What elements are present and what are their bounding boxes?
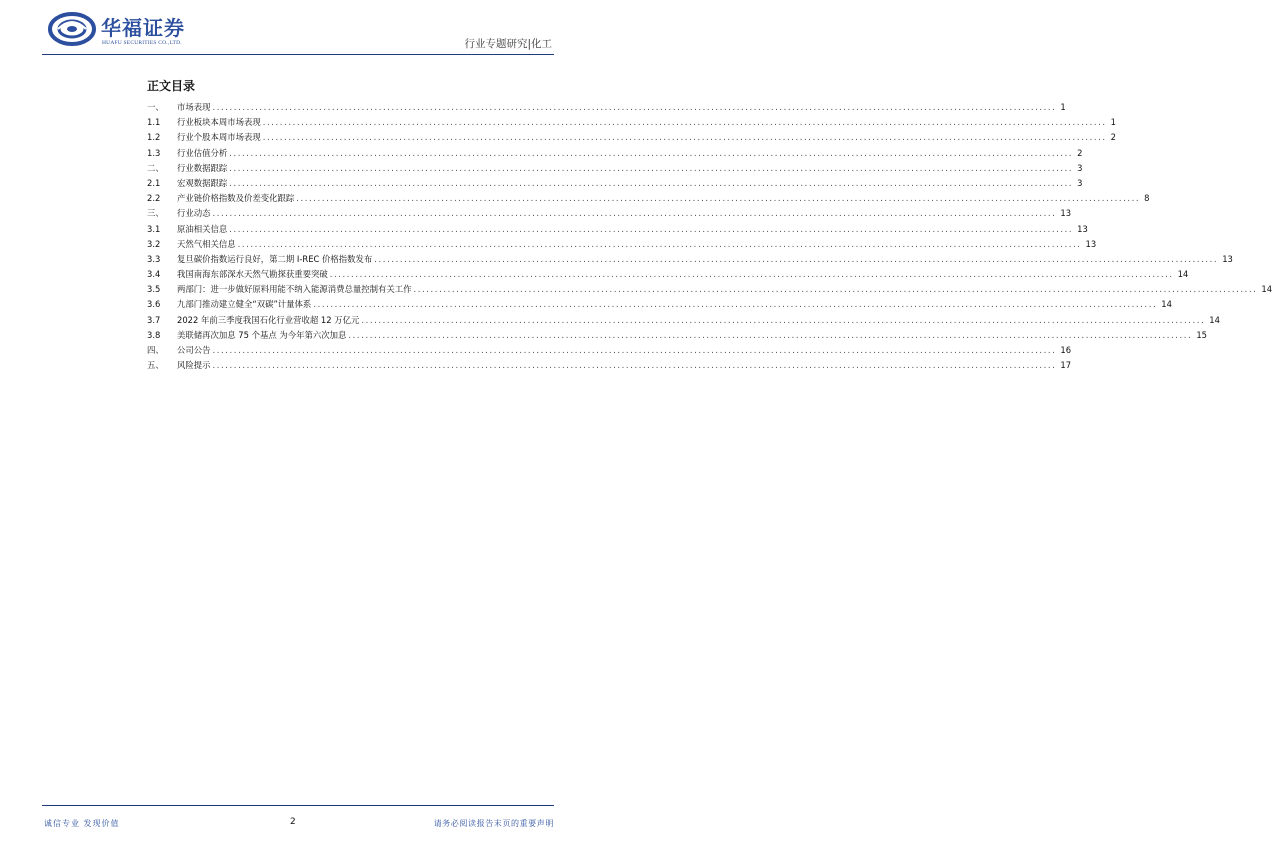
toc-entry-title: 复旦碳价指数运行良好，第二期 I-REC 价格指数发布 bbox=[177, 253, 373, 264]
toc-entry-title: 行业估值分析 bbox=[177, 147, 228, 158]
toc-entry-page: 2 bbox=[1110, 132, 1117, 143]
toc-entry-page: 13 bbox=[1077, 223, 1088, 234]
toc-leader-dots bbox=[229, 222, 1073, 237]
toc-entry-title: 风险提示 bbox=[177, 360, 211, 371]
toc-entry-page: 13 bbox=[1060, 208, 1072, 219]
page-number: 2 bbox=[290, 817, 296, 827]
toc-entry-number: 1.3 bbox=[147, 147, 161, 158]
toc-leader-dots bbox=[414, 282, 1258, 297]
toc-entry[interactable] bbox=[147, 222, 1088, 237]
toc-leader-dots bbox=[229, 176, 1073, 191]
toc-entry-title: 我国南海东部深水天然气勘探获重要突破 bbox=[177, 269, 328, 280]
toc-entry-number: 3.8 bbox=[147, 329, 161, 340]
toc-entry-number: 3.2 bbox=[147, 238, 161, 249]
toc-entry[interactable] bbox=[147, 146, 1083, 161]
toc-entry[interactable] bbox=[147, 130, 1117, 145]
toc-entry[interactable] bbox=[147, 237, 1097, 252]
toc-leader-dots bbox=[361, 313, 1205, 328]
toc-entry[interactable] bbox=[147, 115, 1117, 130]
toc-entry[interactable] bbox=[147, 313, 1220, 328]
toc-entry[interactable] bbox=[147, 358, 1072, 373]
toc-leader-dots bbox=[296, 191, 1140, 206]
toc-entry-page: 14 bbox=[1261, 284, 1272, 295]
toc-entry-page: 14 bbox=[1177, 269, 1189, 280]
footer-slogan: 诚信专业 发现价值 bbox=[44, 819, 120, 828]
toc-entry-number: 3.4 bbox=[147, 269, 161, 280]
toc-leader-dots bbox=[213, 100, 1057, 115]
toc-leader-dots bbox=[330, 267, 1174, 282]
toc-leader-dots bbox=[213, 206, 1057, 221]
toc-title: 正文目录 bbox=[147, 79, 196, 93]
toc-entry-title: 两部门：进一步做好原料用能不纳入能源消费总量控制有关工作 bbox=[177, 284, 412, 295]
toc-leader-dots bbox=[374, 252, 1218, 267]
toc-entry[interactable] bbox=[147, 100, 1066, 115]
toc-entry-number: 3.5 bbox=[147, 284, 161, 295]
toc-entry-page: 1 bbox=[1110, 117, 1117, 128]
toc-leader-dots bbox=[348, 328, 1192, 343]
toc-entry-number: 3.3 bbox=[147, 253, 161, 264]
toc-entry-title: 行业数据跟踪 bbox=[177, 162, 228, 173]
toc-entry-page: 2 bbox=[1077, 147, 1083, 158]
toc-leader-dots bbox=[229, 161, 1073, 176]
toc-leader-dots bbox=[313, 297, 1157, 312]
logo-emblem-icon bbox=[48, 10, 98, 50]
toc-entry-title: 九部门推动建立健全“双碳”计量体系 bbox=[177, 299, 312, 310]
toc-entry-number: 3.1 bbox=[147, 223, 161, 234]
toc-leader-dots bbox=[213, 343, 1057, 358]
toc-entry-page: 14 bbox=[1161, 299, 1172, 310]
toc-entry-title: 公司公告 bbox=[177, 345, 211, 355]
toc-entry-page: 13 bbox=[1222, 253, 1233, 264]
page-header bbox=[0, 0, 596, 58]
toc-entry-number: 2.2 bbox=[147, 193, 161, 204]
toc-entry-title: 行业板块本周市场表现 bbox=[177, 117, 261, 128]
toc-entry-number: 1.2 bbox=[147, 132, 161, 143]
toc-entry-number: 四、 bbox=[147, 345, 164, 355]
toc-leader-dots bbox=[263, 115, 1107, 130]
toc-entry-title: 2022 年前三季度我国石化行业营收超 12 万亿元 bbox=[177, 314, 360, 325]
toc-entry[interactable] bbox=[147, 161, 1083, 176]
toc-entry-page: 17 bbox=[1060, 360, 1072, 371]
logo-english-name: HUAFU SECURITIES CO.,LTD. bbox=[102, 40, 182, 46]
toc-entry-number: 1.1 bbox=[147, 117, 161, 128]
footer-disclaimer: 请务必阅读报告末页的重要声明 bbox=[433, 819, 554, 828]
toc-leader-dots bbox=[238, 237, 1082, 252]
toc-entry-title: 行业动态 bbox=[177, 208, 211, 219]
toc-entry-title: 市场表现 bbox=[177, 102, 211, 112]
toc-leader-dots bbox=[213, 358, 1057, 373]
toc-entry[interactable] bbox=[147, 176, 1083, 191]
toc-entry-page: 8 bbox=[1144, 193, 1150, 204]
toc-entry-title: 产业链价格指数及价差变化跟踪 bbox=[177, 193, 295, 204]
toc-leader-dots bbox=[263, 130, 1107, 145]
company-logo bbox=[48, 10, 208, 50]
toc-entry[interactable] bbox=[147, 282, 1272, 297]
toc-leader-dots bbox=[229, 146, 1073, 161]
toc-entry-number: 三、 bbox=[147, 208, 164, 219]
toc-entry-number: 二、 bbox=[147, 162, 164, 173]
toc-entry-page: 16 bbox=[1060, 345, 1072, 355]
logo-chinese-name: 华福证券 bbox=[101, 16, 185, 40]
toc-entry-title: 原油相关信息 bbox=[177, 223, 228, 234]
toc-entry[interactable] bbox=[147, 343, 1072, 358]
toc-entry-page: 13 bbox=[1085, 238, 1097, 249]
toc-entry-page: 14 bbox=[1209, 314, 1220, 325]
toc-entry-page: 3 bbox=[1077, 177, 1083, 188]
toc-entry-number: 2.1 bbox=[147, 177, 161, 188]
toc-entry-title: 行业个股本周市场表现 bbox=[177, 132, 261, 143]
toc-entry-page: 15 bbox=[1196, 329, 1207, 340]
toc-entry-title: 美联储再次加息 75 个基点 为今年第六次加息 bbox=[177, 329, 347, 340]
toc-entry-number: 3.7 bbox=[147, 314, 161, 325]
report-category: 行业专题研究|化工 bbox=[464, 38, 552, 50]
toc-entry[interactable] bbox=[147, 297, 1172, 312]
toc-entry[interactable] bbox=[147, 206, 1072, 221]
toc-entry-page: 3 bbox=[1077, 162, 1083, 173]
toc-entry-number: 五、 bbox=[147, 360, 164, 371]
toc-entry[interactable] bbox=[147, 267, 1189, 282]
header-divider bbox=[42, 54, 554, 55]
table-of-contents bbox=[147, 100, 1272, 373]
footer-divider bbox=[42, 805, 554, 806]
toc-entry-title: 宏观数据跟踪 bbox=[177, 177, 228, 188]
toc-entry[interactable] bbox=[147, 252, 1233, 267]
toc-entry-title: 天然气相关信息 bbox=[177, 238, 236, 249]
toc-entry-number: 一、 bbox=[147, 102, 164, 112]
toc-entry-page: 1 bbox=[1060, 102, 1066, 112]
toc-entry-number: 3.6 bbox=[147, 299, 161, 310]
toc-entry[interactable] bbox=[147, 328, 1207, 343]
toc-entry[interactable] bbox=[147, 191, 1150, 206]
